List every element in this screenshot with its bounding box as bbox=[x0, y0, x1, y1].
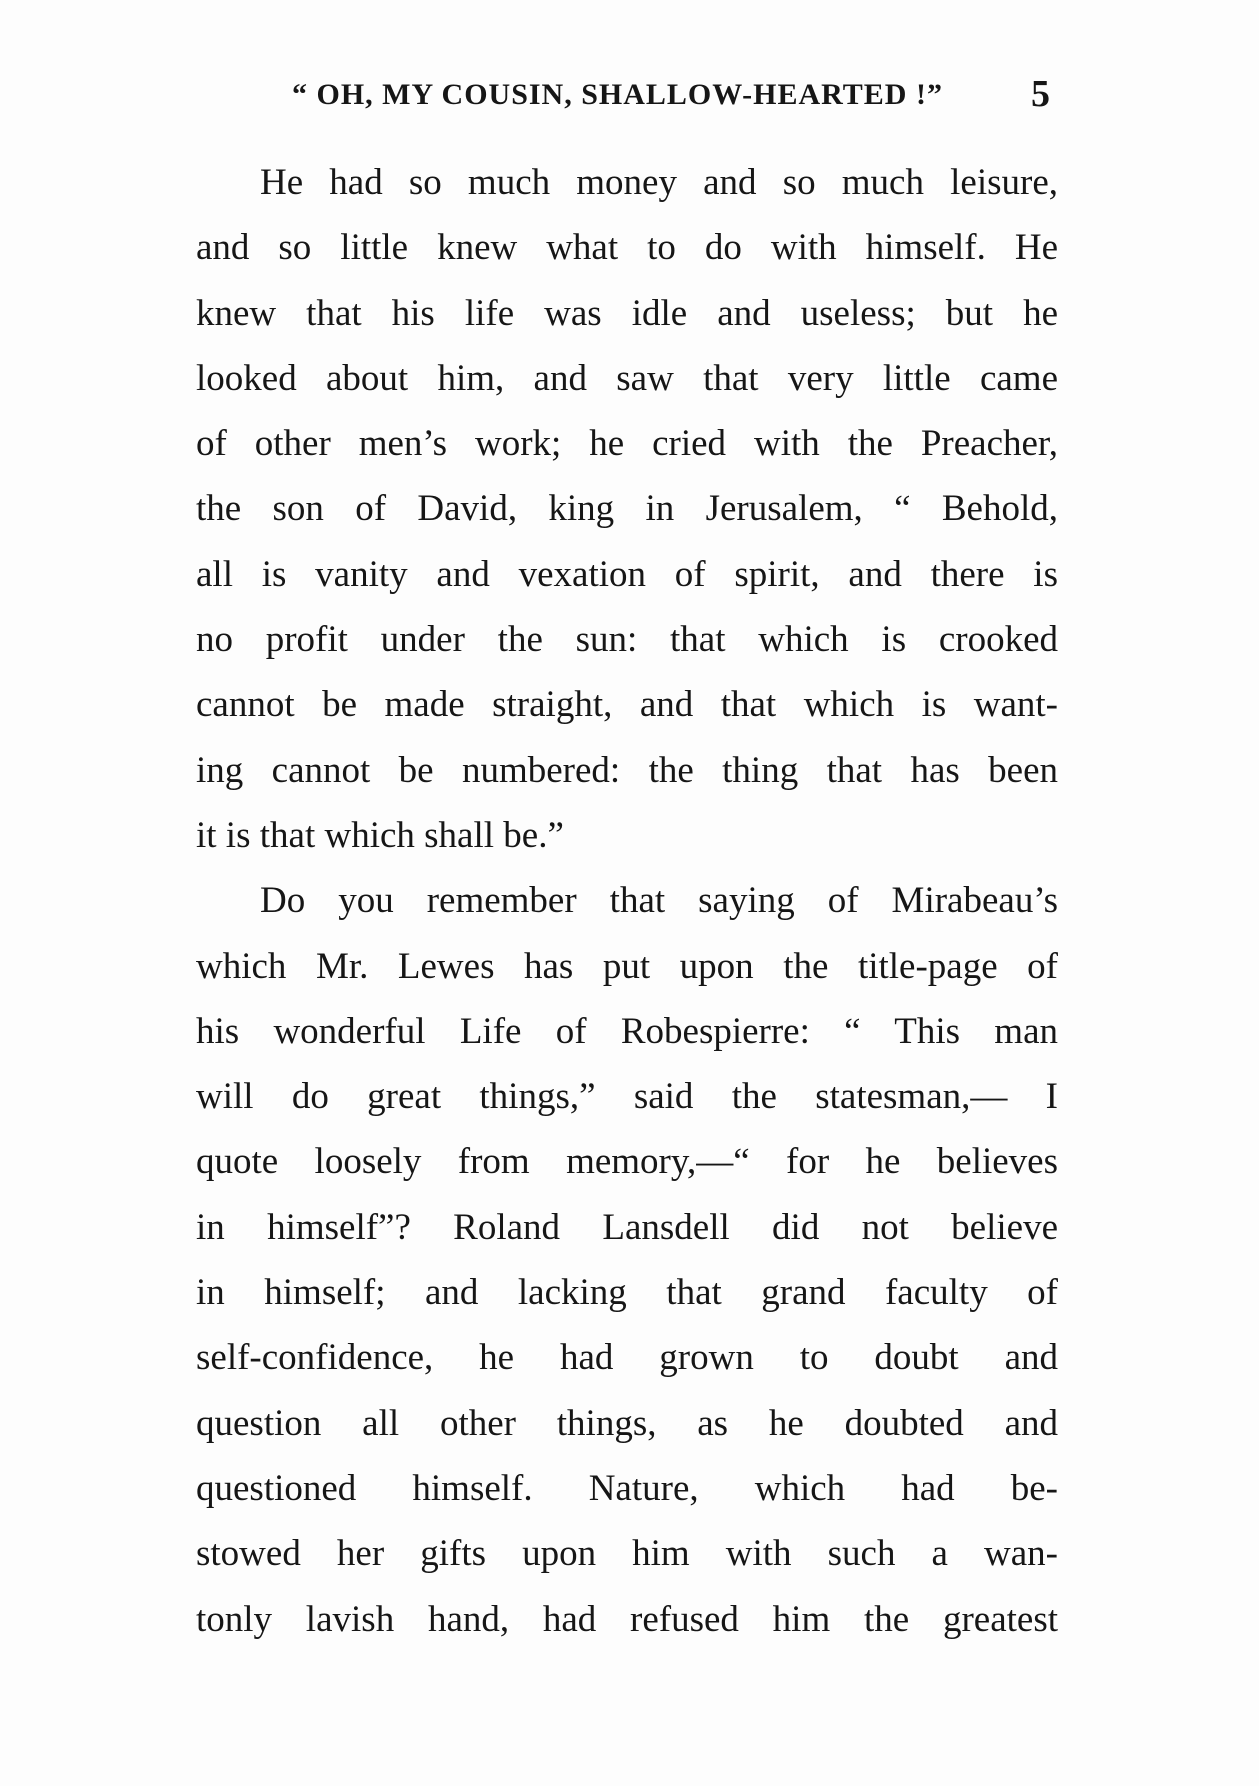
text-line: in himself; and lacking that grand faculty of bbox=[196, 1272, 1058, 1314]
body-text bbox=[196, 150, 1058, 1652]
text-line: his wonderful Life of Robespierre: “ This man bbox=[196, 1010, 1058, 1052]
text-line: looked about him, and saw that very little came bbox=[196, 357, 1058, 399]
page-number: 5 bbox=[1031, 73, 1050, 115]
text-line: Do you remember that saying of Mirabeau’s bbox=[260, 880, 1058, 922]
text-line: stowed her gifts upon him with such a wan- bbox=[196, 1533, 1058, 1575]
text-line: cannot be made straight, and that which is want- bbox=[196, 684, 1058, 726]
text-line: and so little knew what to do with himself. He bbox=[196, 227, 1058, 269]
text-line: which Mr. Lewes has put upon the title-page of bbox=[196, 945, 1058, 987]
text-line: all is vanity and vexation of spirit, and there is bbox=[196, 553, 1058, 595]
paragraph-2 bbox=[196, 868, 1058, 1652]
text-line: He had so much money and so much leisure, bbox=[260, 162, 1058, 203]
text-line: the son of David, king in Jerusalem, “ Behold, bbox=[196, 488, 1058, 530]
paragraph-1 bbox=[196, 150, 1058, 868]
text-line: quote loosely from memory,—“ for he believes bbox=[196, 1141, 1058, 1183]
text-line: knew that his life was idle and useless; but he bbox=[196, 292, 1058, 334]
text-line: questioned himself. Nature, which had be- bbox=[196, 1467, 1058, 1509]
text-line: of other men’s work; he cried with the Preacher, bbox=[196, 423, 1058, 465]
running-title: “ OH, MY COUSIN, SHALLOW-HEARTED !” bbox=[292, 78, 943, 111]
running-head bbox=[196, 72, 1058, 122]
text-line: no profit under the sun: that which is crooked bbox=[196, 619, 1058, 661]
text-line: in himself”? Roland Lansdell did not believe bbox=[196, 1206, 1058, 1248]
text-line: it is that which shall be.” bbox=[196, 814, 564, 856]
text-line: ing cannot be numbered: the thing that has been bbox=[196, 749, 1058, 791]
text-line: question all other things, as he doubted and bbox=[196, 1402, 1058, 1444]
text-line: self-confidence, he had grown to doubt and bbox=[196, 1337, 1058, 1379]
text-line: tonly lavish hand, had refused him the greatest bbox=[196, 1598, 1058, 1640]
text-line: will do great things,” said the statesman,— I bbox=[196, 1076, 1058, 1118]
